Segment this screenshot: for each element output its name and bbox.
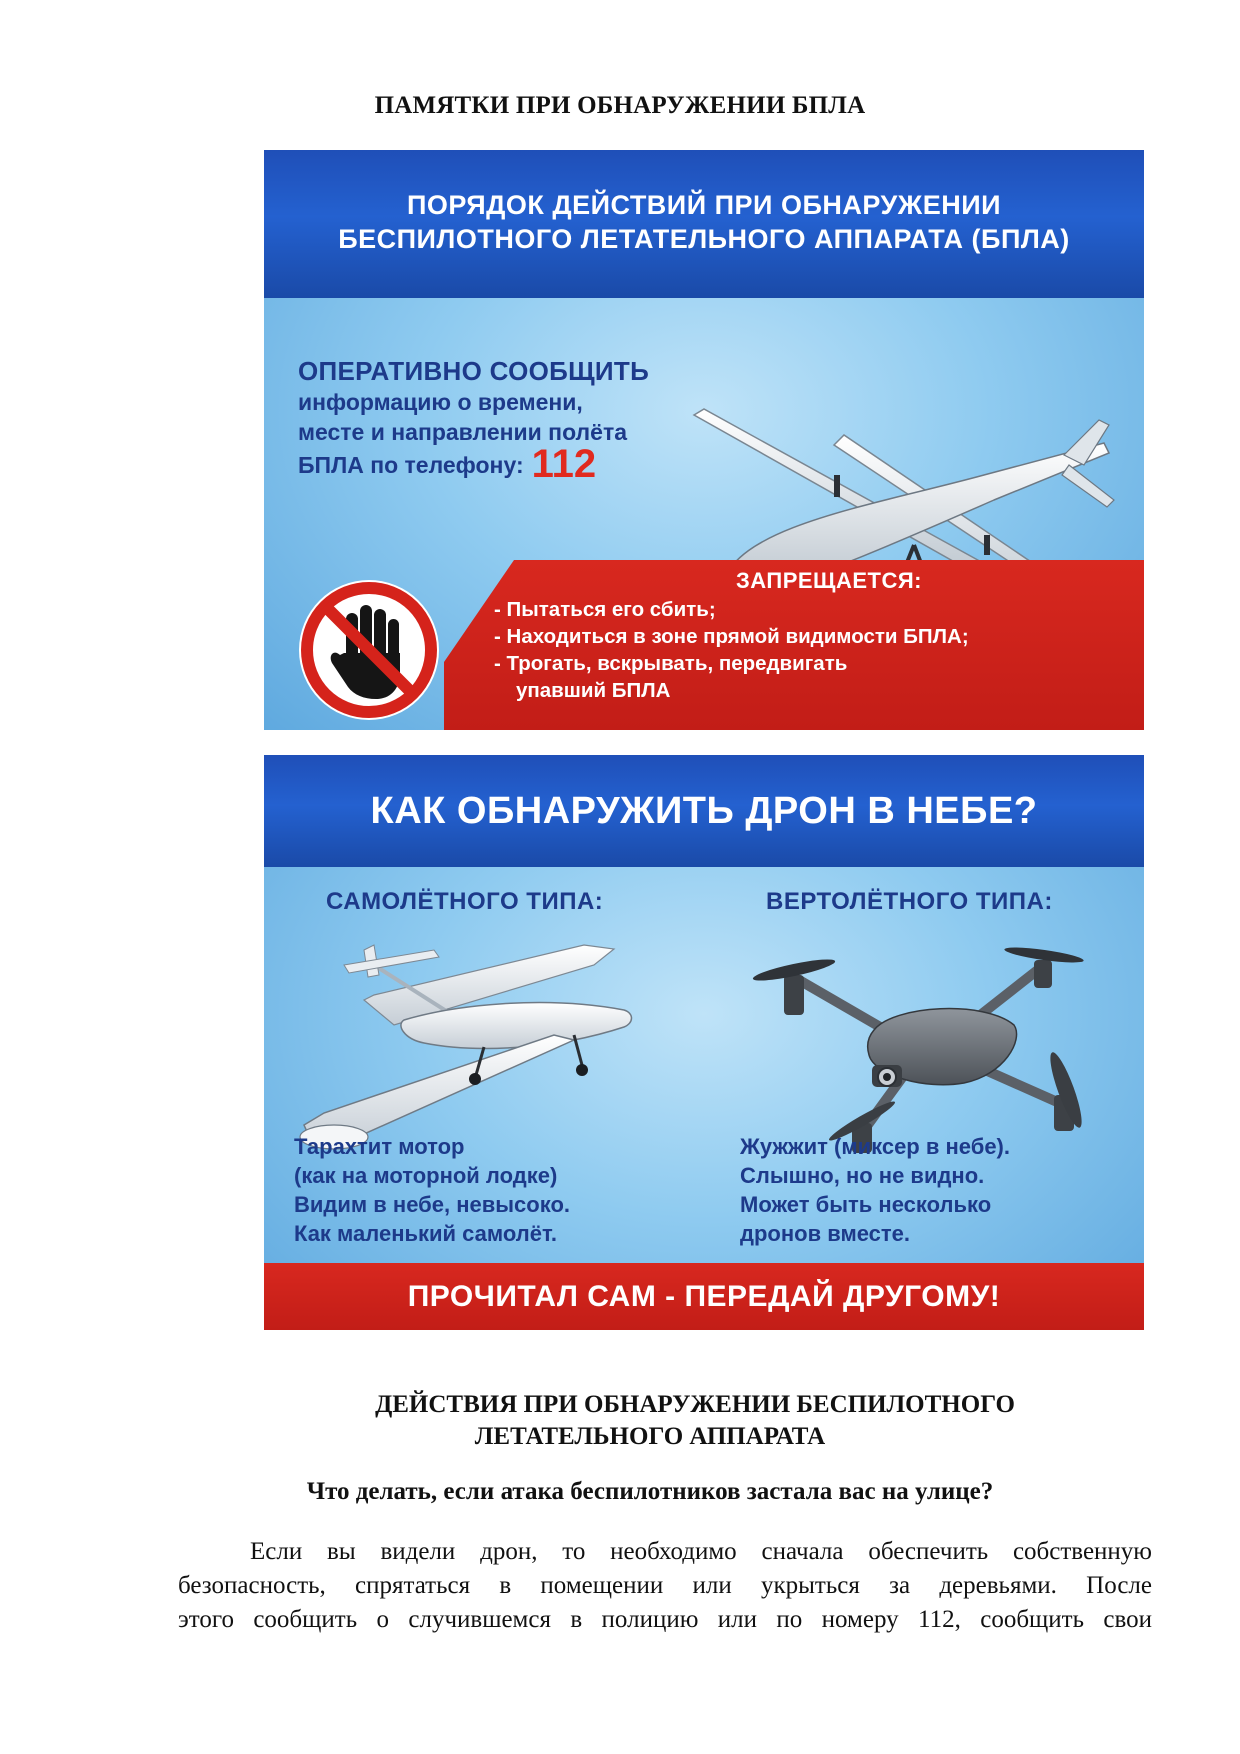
section-title-line2: ЛЕТАТЕЛЬНОГО АППАРАТА	[474, 1423, 826, 1450]
report-title: ОПЕРАТИВНО СООБЩИТЬ	[298, 356, 650, 386]
heli-desc-line: Может быть несколько	[740, 1192, 992, 1217]
poster1-header-line1: ПОРЯДОК ДЕЙСТВИЙ ПРИ ОБНАРУЖЕНИИ	[406, 190, 1002, 220]
stop-hand-icon	[294, 575, 444, 725]
paragraph-line: этого сообщить о случившемся в полицию или по номеру 112, сообщить свои	[178, 1606, 1152, 1633]
plane-desc-line: Видим в небе, невысоко.	[294, 1192, 570, 1217]
poster-how-to-detect-drone	[264, 755, 1144, 1330]
plane-description	[294, 1132, 570, 1248]
paragraph-line: Если вы видели дрон, то необходимо сначала обеспечить собственную	[250, 1538, 1152, 1565]
section-question: Что делать, если атака беспилотников застала вас на улице?	[306, 1478, 994, 1505]
paragraph-line: безопасность, спрятаться в помещении или укрыться за деревьями. После	[178, 1572, 1152, 1599]
plane-desc-line: Тарахтит мотор	[294, 1134, 465, 1159]
prohibited-item: упавший БПЛА	[516, 679, 671, 702]
heli-desc-line: Жужжит (миксер в небе).	[740, 1134, 1010, 1159]
emergency-phone-number: 112	[531, 442, 597, 486]
document-title: ПАМЯТКИ ПРИ ОБНАРУЖЕНИИ БПЛА	[374, 92, 866, 119]
poster1-header-line2: БЕСПИЛОТНОГО ЛЕТАТЕЛЬНОГО АППАРАТА (БПЛА)	[338, 224, 1070, 254]
prohibited-item: - Пытаться его сбить;	[494, 598, 716, 621]
heli-desc-line: Слышно, но не видно.	[740, 1163, 985, 1188]
heli-type-label: ВЕРТОЛЁТНОГО ТИПА:	[766, 888, 1053, 915]
report-instructions	[298, 355, 718, 486]
prohibited-item: - Находиться в зоне прямой видимости БПЛА;	[494, 625, 969, 648]
report-line-3: БПЛА по телефону:	[298, 452, 524, 478]
body-paragraph	[178, 1535, 1152, 1637]
report-line-1: информацию о времени,	[298, 389, 583, 415]
prohibited-title: ЗАПРЕЩАЕТСЯ:	[736, 568, 922, 593]
report-phone-row	[298, 442, 718, 486]
poster2-header-text: КАК ОБНАРУЖИТЬ ДРОН В НЕБЕ?	[370, 790, 1038, 832]
quadcopter-drone-icon	[744, 925, 1124, 1165]
report-line-2: месте и направлении полёта	[298, 419, 628, 445]
plane-type-label: САМОЛЁТНОГО ТИПА:	[326, 888, 604, 915]
prohibited-list	[494, 566, 1134, 704]
poster-actions-on-detection	[264, 150, 1144, 730]
plane-desc-line: (как на моторной лодке)	[294, 1163, 558, 1188]
heli-desc-line: дронов вместе.	[740, 1221, 911, 1246]
plane-desc-line: Как маленький самолёт.	[294, 1221, 557, 1246]
section-title-line1: ДЕЙСТВИЯ ПРИ ОБНАРУЖЕНИИ БЕСПИЛОТНОГО	[375, 1391, 1015, 1418]
poster2-header	[264, 755, 1144, 867]
poster1-header	[264, 150, 1144, 298]
fixed-wing-drone-icon	[284, 925, 704, 1165]
prohibited-item: - Трогать, вскрывать, передвигать	[494, 652, 848, 675]
heli-description	[740, 1132, 1010, 1248]
poster2-footer: ПРОЧИТАЛ САМ - ПЕРЕДАЙ ДРУГОМУ!	[264, 1263, 1144, 1330]
